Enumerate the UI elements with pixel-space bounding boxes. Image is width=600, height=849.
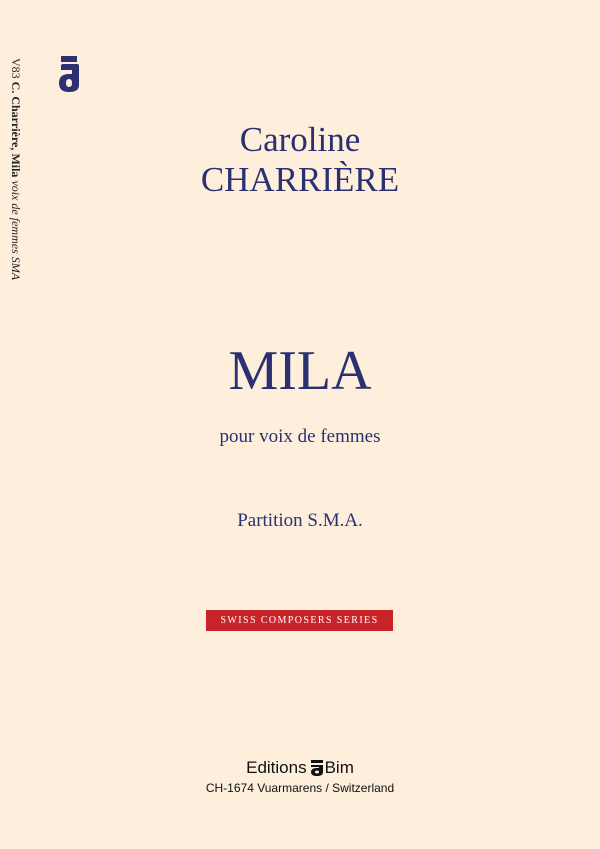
bim-logo-icon xyxy=(58,56,80,92)
spine-description: voix de femmes SMA xyxy=(9,180,23,281)
publisher-name xyxy=(0,757,600,779)
edition-label: Partition S.M.A. xyxy=(237,510,363,531)
spine-work: Mila xyxy=(9,153,23,178)
catalog-code: V83 xyxy=(9,58,23,79)
composer-first-name: Caroline xyxy=(239,120,361,159)
publisher-name-part1: Editions xyxy=(246,758,307,777)
work-title: MILA xyxy=(228,340,372,402)
series-label: SWISS COMPOSERS SERIES xyxy=(220,615,379,626)
publisher-address: CH-1674 Vuarmarens / Switzerland xyxy=(205,781,395,795)
spine-composer: C. Charrière, xyxy=(9,81,23,151)
composer-last-name: CHARRIÈRE xyxy=(200,160,400,199)
publisher-name-part2: Bim xyxy=(324,758,354,777)
work-subtitle: pour voix de femmes xyxy=(219,426,381,447)
publisher-logo-icon xyxy=(310,760,324,776)
series-badge xyxy=(206,610,393,631)
